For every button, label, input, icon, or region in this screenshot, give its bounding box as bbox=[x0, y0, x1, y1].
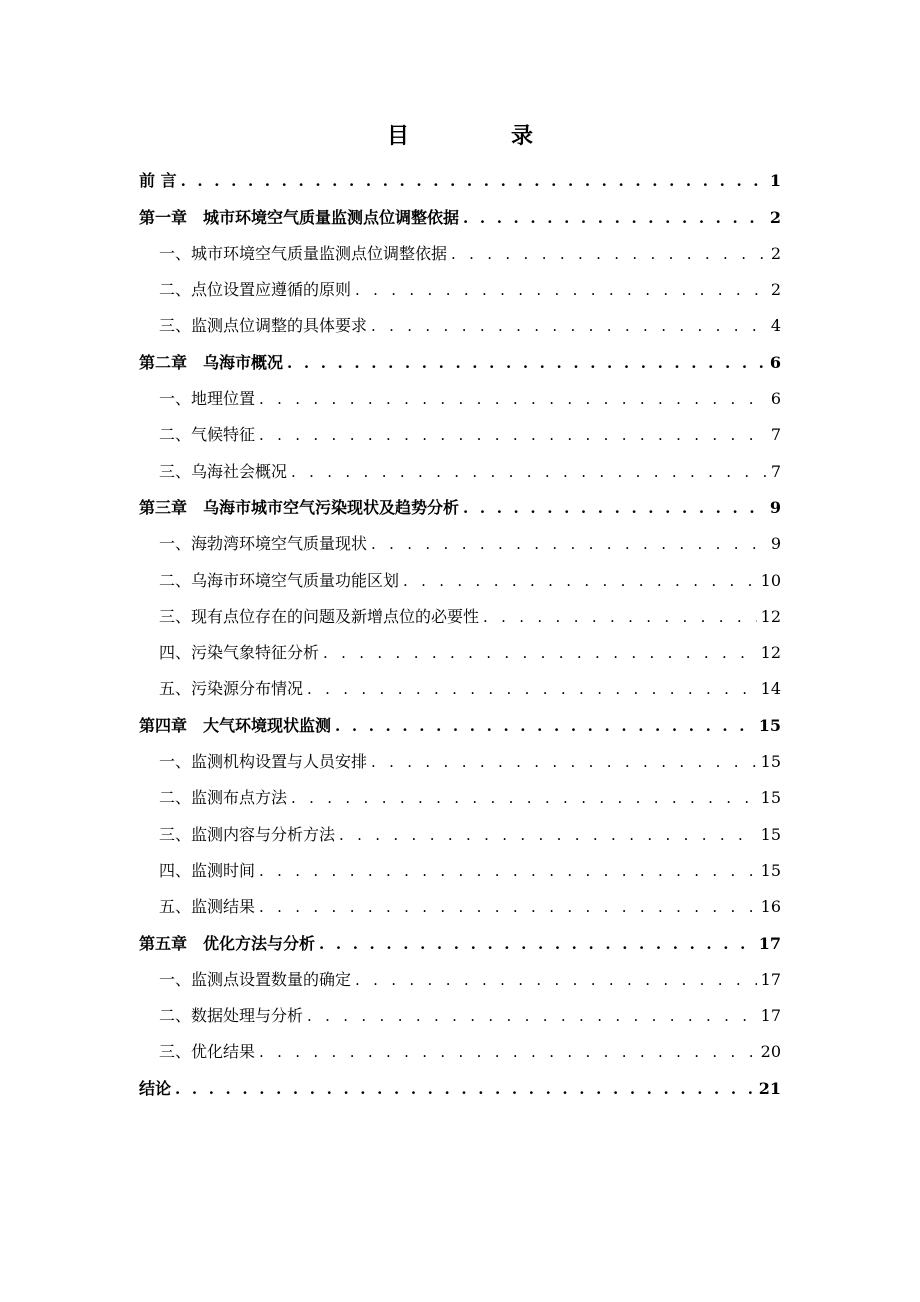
toc-section-entry[interactable] bbox=[139, 236, 781, 272]
toc-entry-label: 五、污染源分布情况 bbox=[139, 671, 307, 707]
toc-dot-leader bbox=[259, 417, 767, 453]
toc-entry-label: 第五章 优化方法与分析 bbox=[139, 926, 319, 962]
toc-page-number: 15 bbox=[760, 824, 781, 844]
toc-page-number: 12 bbox=[760, 643, 781, 663]
toc-dot-leader bbox=[259, 381, 767, 417]
toc-entry-label: 三、乌海社会概况 bbox=[139, 454, 291, 490]
toc-dot-leader bbox=[339, 817, 757, 853]
toc-section-entry[interactable] bbox=[139, 562, 781, 598]
toc-section-entry[interactable] bbox=[139, 417, 781, 453]
toc-page-number: 7 bbox=[770, 461, 781, 481]
toc-title: 目 录 bbox=[386, 123, 573, 149]
toc-chapter-entry[interactable] bbox=[139, 199, 781, 235]
toc-page-number: 2 bbox=[770, 280, 781, 300]
toc-dot-leader bbox=[323, 635, 757, 671]
toc-page-number: 10 bbox=[760, 570, 781, 590]
toc-dot-leader bbox=[291, 454, 767, 490]
toc-entry-label: 五、监测结果 bbox=[139, 889, 259, 925]
toc-page-number: 6 bbox=[769, 352, 781, 372]
toc-page-number: 2 bbox=[769, 207, 781, 227]
toc-dot-leader bbox=[463, 490, 766, 526]
toc-dot-leader bbox=[403, 563, 757, 599]
toc-dot-leader bbox=[319, 926, 755, 962]
toc-page-number: 9 bbox=[769, 497, 781, 517]
toc-page-number: 15 bbox=[758, 715, 781, 735]
toc-section-entry[interactable] bbox=[139, 308, 781, 344]
toc-entry-label: 三、优化结果 bbox=[139, 1034, 259, 1070]
toc-dot-leader bbox=[371, 526, 767, 562]
toc-entry-label: 前 言 bbox=[139, 163, 181, 199]
toc-page-number: 12 bbox=[760, 606, 781, 626]
toc-page-number: 20 bbox=[760, 1042, 781, 1062]
toc-page-number: 6 bbox=[770, 389, 781, 409]
toc-entry-label: 二、监测布点方法 bbox=[139, 780, 291, 816]
toc-dot-leader bbox=[355, 962, 757, 998]
toc-dot-leader bbox=[259, 889, 757, 925]
toc-entry-label: 三、现有点位存在的问题及新增点位的必要性 bbox=[139, 599, 483, 635]
toc-page-number: 21 bbox=[758, 1078, 781, 1098]
toc-chapter-entry[interactable] bbox=[139, 707, 781, 743]
toc-dot-leader bbox=[307, 671, 757, 707]
toc-entry-label: 四、监测时间 bbox=[139, 853, 259, 889]
toc-chapter-entry[interactable] bbox=[139, 490, 781, 526]
toc-entry-label: 三、监测内容与分析方法 bbox=[139, 817, 339, 853]
toc-section-entry[interactable] bbox=[139, 526, 781, 562]
toc-entry-label: 一、地理位置 bbox=[139, 381, 259, 417]
toc-dot-leader bbox=[463, 200, 766, 236]
toc-dot-leader bbox=[451, 236, 767, 272]
toc-dot-leader bbox=[371, 744, 757, 780]
toc-dot-leader bbox=[259, 1034, 757, 1070]
toc-section-entry[interactable] bbox=[139, 853, 781, 889]
toc-chapter-entry[interactable] bbox=[139, 163, 781, 199]
toc-dot-leader bbox=[287, 345, 766, 381]
toc-section-entry[interactable] bbox=[139, 272, 781, 308]
toc-entry-label: 四、污染气象特征分析 bbox=[139, 635, 323, 671]
toc-section-entry[interactable] bbox=[139, 962, 781, 998]
toc-section-entry[interactable] bbox=[139, 381, 781, 417]
toc-section-entry[interactable] bbox=[139, 889, 781, 925]
toc-dot-leader bbox=[259, 853, 757, 889]
toc-section-entry[interactable] bbox=[139, 453, 781, 489]
toc-section-entry[interactable] bbox=[139, 671, 781, 707]
toc-dot-leader bbox=[175, 1071, 755, 1107]
toc-dot-leader bbox=[483, 599, 757, 635]
toc-entry-label: 第二章 乌海市概况 bbox=[139, 345, 287, 381]
toc-page-number: 17 bbox=[760, 969, 781, 989]
toc-page-number: 14 bbox=[760, 679, 781, 699]
toc-list bbox=[139, 163, 781, 1107]
toc-entry-label: 结论 bbox=[139, 1071, 175, 1107]
toc-section-entry[interactable] bbox=[139, 744, 781, 780]
toc-entry-label: 第一章 城市环境空气质量监测点位调整依据 bbox=[139, 200, 463, 236]
toc-entry-label: 二、数据处理与分析 bbox=[139, 998, 307, 1034]
toc-section-entry[interactable] bbox=[139, 1034, 781, 1070]
toc-page-number: 2 bbox=[770, 243, 781, 263]
toc-section-entry[interactable] bbox=[139, 998, 781, 1034]
toc-page-number: 16 bbox=[760, 897, 781, 917]
toc-page-number: 4 bbox=[770, 316, 781, 336]
toc-dot-leader bbox=[291, 780, 757, 816]
toc-page-number: 17 bbox=[758, 933, 781, 953]
toc-section-entry[interactable] bbox=[139, 599, 781, 635]
toc-entry-label: 二、点位设置应遵循的原则 bbox=[139, 272, 355, 308]
toc-entry-label: 一、海勃湾环境空气质量现状 bbox=[139, 526, 371, 562]
toc-entry-label: 二、气候特征 bbox=[139, 417, 259, 453]
toc-entry-label: 二、乌海市环境空气质量功能区划 bbox=[139, 563, 403, 599]
toc-section-entry[interactable] bbox=[139, 780, 781, 816]
toc-page-number: 1 bbox=[769, 171, 781, 191]
toc-chapter-entry[interactable] bbox=[139, 344, 781, 380]
toc-page-number: 9 bbox=[770, 534, 781, 554]
toc-section-entry[interactable] bbox=[139, 816, 781, 852]
toc-entry-label: 一、城市环境空气质量监测点位调整依据 bbox=[139, 236, 451, 272]
toc-section-entry[interactable] bbox=[139, 635, 781, 671]
toc-page-number: 7 bbox=[770, 425, 781, 445]
toc-chapter-entry[interactable] bbox=[139, 1070, 781, 1106]
toc-dot-leader bbox=[371, 308, 767, 344]
toc-dot-leader bbox=[307, 998, 757, 1034]
toc-chapter-entry[interactable] bbox=[139, 925, 781, 961]
toc-entry-label: 一、监测机构设置与人员安排 bbox=[139, 744, 371, 780]
toc-entry-label: 第四章 大气环境现状监测 bbox=[139, 708, 335, 744]
toc-page-number: 17 bbox=[760, 1006, 781, 1026]
toc-entry-label: 三、监测点位调整的具体要求 bbox=[139, 308, 371, 344]
toc-dot-leader bbox=[335, 708, 755, 744]
toc-page-number: 15 bbox=[760, 788, 781, 808]
toc-entry-label: 第三章 乌海市城市空气污染现状及趋势分析 bbox=[139, 490, 463, 526]
toc-page-number: 15 bbox=[760, 752, 781, 772]
toc-page-number: 15 bbox=[760, 860, 781, 880]
toc-entry-label: 一、监测点设置数量的确定 bbox=[139, 962, 355, 998]
toc-dot-leader bbox=[181, 163, 766, 199]
toc-dot-leader bbox=[355, 272, 767, 308]
